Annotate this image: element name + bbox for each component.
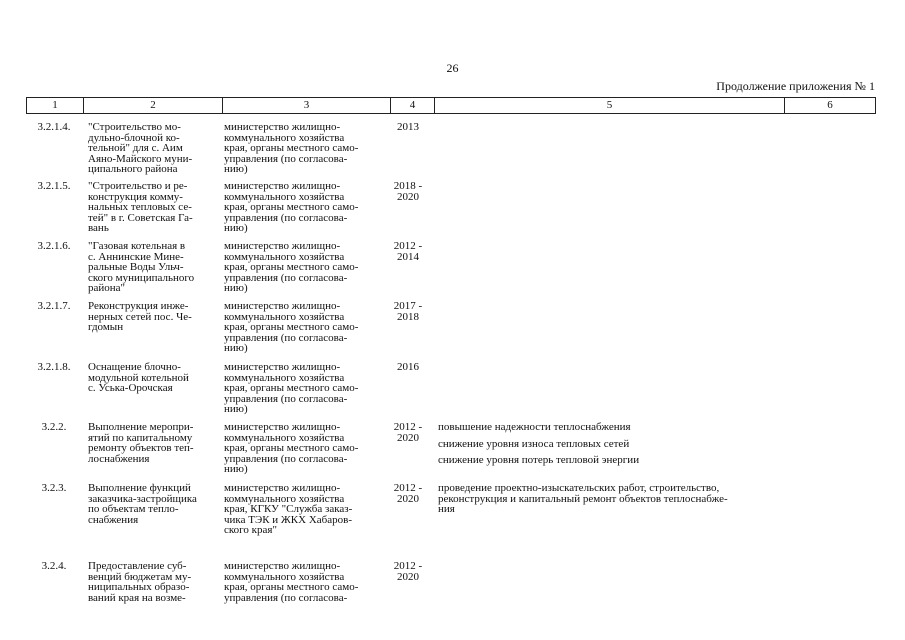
item-number: 3.2.1.8.: [37, 361, 71, 373]
cell-line: заказчика-застройщика: [88, 492, 197, 505]
result-item: [438, 483, 783, 515]
cell-line: 2020: [397, 570, 419, 583]
cell-line: министерство жилищно-: [224, 560, 341, 572]
cell-line: тельной" для с. Аим: [88, 142, 183, 154]
cell-line: "Строительство и ре-: [88, 180, 188, 192]
cell-line: министерство жилищно-: [224, 482, 341, 494]
item-number: 3.2.2.: [41, 421, 67, 433]
cell-line: ральные Воды Ульч-: [88, 261, 184, 273]
cell-line: нию): [224, 342, 248, 354]
cell-line: края, органы местного само-: [224, 382, 359, 394]
cell-line: края, КГКУ "Служба заказ-: [224, 503, 353, 515]
item-period: [388, 422, 428, 443]
cell-line: коммунального хозяйства: [224, 570, 345, 583]
cell-line: Реконструкция инже-: [88, 300, 189, 312]
cell-line: снижение уровня потерь тепловой энергии: [438, 454, 640, 466]
cell-line: коммунального хозяйства: [224, 431, 345, 444]
item-executor: [224, 122, 386, 175]
cell-line: ния: [438, 503, 455, 515]
item-period: [388, 561, 428, 582]
item-name: [88, 241, 218, 294]
result-item: [438, 455, 783, 466]
item-period: [388, 362, 428, 373]
cell-line: управления (по согласова-: [224, 392, 348, 405]
cell-line: 2012 -: [393, 482, 423, 494]
cell-line: 2018: [397, 310, 419, 323]
cell-line: края, органы местного само-: [224, 442, 359, 454]
page-number: 26: [446, 61, 459, 75]
item-number: 3.2.1.4.: [37, 121, 71, 133]
cell-line: тей" в г. Советская Га-: [88, 211, 193, 224]
cell-line: министерство жилищно-: [224, 421, 341, 433]
item-executor: [224, 241, 386, 294]
header-col-1: 1: [52, 99, 58, 111]
cell-line: министерство жилищно-: [224, 121, 341, 133]
item-executor: [224, 301, 386, 354]
item-number: 3.2.3.: [41, 482, 67, 494]
cell-line: гдомын: [88, 321, 124, 333]
cell-line: 2012 -: [393, 421, 423, 433]
cell-line: управления (по согласова-: [224, 211, 348, 224]
cell-line: края, органы местного само-: [224, 321, 359, 333]
cell-line: реконструкция и капитальный ремонт объектов теплоснабже-: [438, 492, 728, 505]
item-period: [388, 181, 428, 202]
cell-line: района": [88, 282, 126, 294]
item-executor: [224, 362, 386, 415]
cell-line: с. Аннинские Мине-: [88, 250, 184, 263]
cell-line: края, органы местного само-: [224, 581, 359, 593]
cell-line: "Газовая котельная в: [88, 240, 186, 252]
item-name: [88, 483, 218, 525]
cell-line: снабжения: [88, 513, 139, 526]
result-item: [438, 422, 783, 433]
cell-line: ремонту объектов теп-: [88, 442, 194, 454]
cell-line: 2017 -: [393, 300, 423, 312]
cell-line: министерство жилищно-: [224, 361, 341, 373]
cell-line: управления (по согласова-: [224, 591, 348, 604]
item-number: 3.2.1.5.: [37, 180, 71, 192]
cell-line: дульно-блочной ко-: [88, 131, 180, 144]
header-col-4: 4: [390, 98, 434, 113]
cell-line: "Строительство мо-: [88, 121, 181, 133]
result-item: [438, 439, 783, 450]
cell-line: ского муниципального: [88, 271, 195, 284]
cell-line: нию): [224, 222, 248, 234]
item-name: [88, 181, 218, 234]
header-col-2: 2: [83, 98, 222, 113]
item-name: [88, 122, 218, 175]
cell-line: края, органы местного само-: [224, 142, 359, 154]
header-col-3: 3: [222, 98, 390, 113]
cell-line: вань: [88, 222, 109, 234]
item-name: [88, 561, 218, 603]
cell-line: 2012 -: [393, 560, 423, 572]
cell-line: чика ТЭК и ЖКХ Хабаров-: [224, 513, 352, 526]
cell-line: министерство жилищно-: [224, 240, 341, 252]
cell-line: проведение проектно-изыскательских работ, строительство,: [438, 482, 720, 494]
cell-line: министерство жилищно-: [224, 180, 341, 192]
cell-line: 2016: [397, 361, 419, 373]
cell-line: 2020: [397, 431, 419, 444]
cell-line: 2012 -: [393, 240, 423, 252]
cell-line: 2020: [397, 190, 419, 203]
cell-line: нию): [224, 463, 248, 475]
cell-line: снижение уровня износа тепловых сетей: [438, 437, 630, 450]
cell-line: управления (по согласова-: [224, 452, 348, 465]
cell-line: Оснащение блочно-: [88, 361, 181, 373]
cell-line: с. Уська-Орочская: [88, 382, 173, 394]
item-name: [88, 362, 218, 394]
item-period: [388, 483, 428, 504]
cell-line: коммунального хозяйства: [224, 310, 345, 323]
cell-line: ского края": [224, 524, 277, 536]
cell-line: 2013: [397, 121, 419, 133]
cell-line: нальных тепловых се-: [88, 201, 192, 213]
appendix-label: Продолжение приложения № 1: [716, 79, 875, 93]
cell-line: края, органы местного само-: [224, 261, 359, 273]
cell-line: управления (по согласова-: [224, 331, 348, 344]
item-name: [88, 422, 218, 464]
item-executor: [224, 422, 386, 475]
cell-line: Выполнение функций: [88, 482, 191, 494]
cell-line: нию): [224, 163, 248, 175]
cell-line: 2020: [397, 492, 419, 505]
cell-line: венций бюджетам му-: [88, 570, 192, 583]
cell-line: модульной котельной: [88, 371, 189, 384]
item-name: [88, 301, 218, 333]
cell-line: Выполнение меропри-: [88, 421, 194, 433]
item-number: 3.2.1.7.: [37, 300, 71, 312]
cell-line: Аяно-Майского муни-: [88, 152, 193, 165]
header-col-5: 5: [434, 98, 784, 113]
cell-line: ниципальных образо-: [88, 581, 190, 593]
cell-line: коммунального хозяйства: [224, 190, 345, 203]
cell-line: 2014: [397, 250, 419, 263]
item-period: [388, 122, 428, 133]
cell-line: нию): [224, 282, 248, 294]
item-executor: [224, 181, 386, 234]
cell-line: 2018 -: [393, 180, 423, 192]
cell-line: лоснабжения: [88, 452, 150, 465]
cell-line: повышение надежности теплоснабжения: [438, 421, 631, 433]
cell-line: коммунального хозяйства: [224, 492, 345, 505]
item-executor: [224, 561, 386, 603]
cell-line: коммунального хозяйства: [224, 371, 345, 384]
item-period: [388, 301, 428, 322]
cell-line: коммунального хозяйства: [224, 131, 345, 144]
cell-line: ваний края на возме-: [88, 591, 186, 604]
cell-line: конструкция комму-: [88, 190, 183, 203]
cell-line: нерных сетей пос. Че-: [88, 310, 192, 323]
cell-line: ципального района: [88, 163, 178, 175]
cell-line: ятий по капитальному: [88, 431, 193, 444]
item-result: [438, 422, 783, 466]
table-header: [26, 97, 876, 114]
cell-line: Предоставление суб-: [88, 560, 187, 572]
cell-line: нию): [224, 403, 248, 415]
cell-line: края, органы местного само-: [224, 201, 359, 213]
item-number: 3.2.4.: [41, 560, 67, 572]
item-executor: [224, 483, 386, 536]
item-result: [438, 483, 783, 515]
cell-line: по объектам тепло-: [88, 503, 179, 515]
header-col-6: 6: [784, 98, 875, 113]
cell-line: министерство жилищно-: [224, 300, 341, 312]
item-period: [388, 241, 428, 262]
cell-line: управления (по согласова-: [224, 152, 348, 165]
item-number: 3.2.1.6.: [37, 240, 71, 252]
cell-line: коммунального хозяйства: [224, 250, 345, 263]
cell-line: управления (по согласова-: [224, 271, 348, 284]
